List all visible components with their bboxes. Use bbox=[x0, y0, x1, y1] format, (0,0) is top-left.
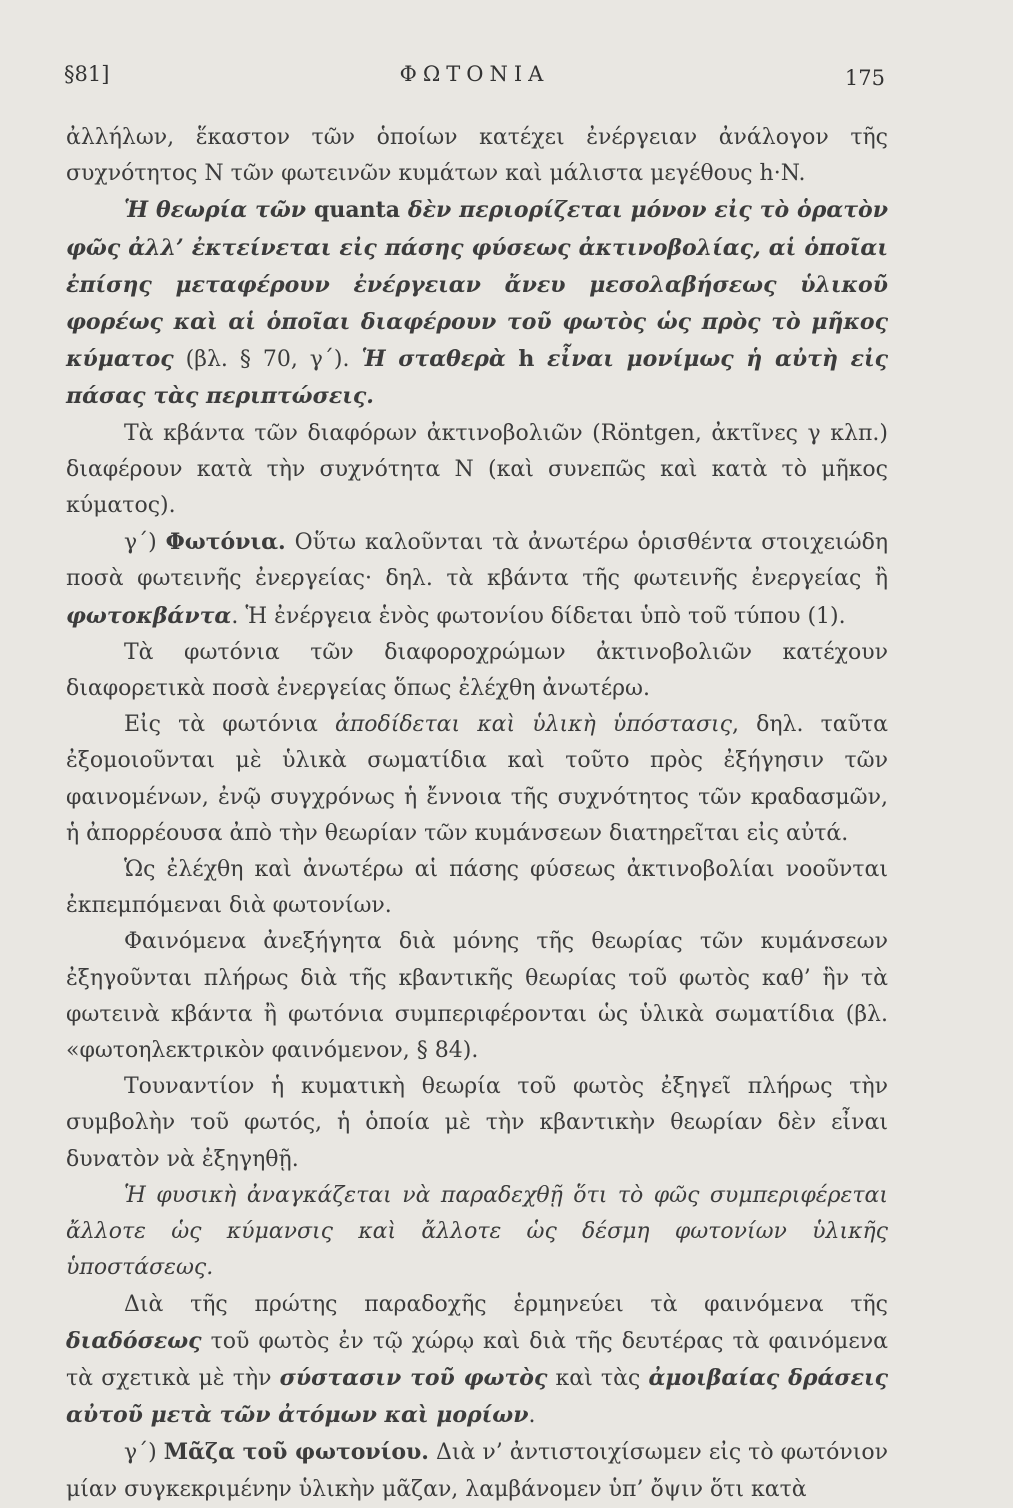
section-heading-photon-mass: Μᾶζα τοῦ φωτονίου. bbox=[163, 1439, 429, 1466]
paragraph-8: Φαινόμενα ἀνεξήγητα διὰ μόνης τῆς θεωρίας τῶν κυμάνσεων ἐξηγοῦνται πλήρως διὰ τῆς κβαντικῆς θεωρίας τοῦ φωτὸς καθ’ ἣν τὰ φωτεινὰ κβάντα ἢ φωτόνια συμπεριφέρονται ὡς ὑλικὰ σωματίδια (βλ. «φωτοηλεκτρικὸν φαινόμενον, § 84). bbox=[66, 929, 888, 1064]
running-title: ΦΩΤΟΝΙΑ bbox=[399, 62, 550, 86]
paragraph-9: Τουναντίον ἡ κυματικὴ θεωρία τοῦ φωτὸς ἐξηγεῖ πλήρως τὴν συμβολὴν τοῦ φωτός, ἡ ὁποία μὲ τὴν κβαντικὴν θεωρίαν δὲν εἶναι δυνατὸν νὰ ἐξηγηθῇ. bbox=[66, 1074, 888, 1172]
paragraph-3: Τὰ κβάντα τῶν διαφόρων ἀκτινοβολιῶν (Röntgen, ἀκτῖνες γ κλπ.) διαφέρουν κατὰ τὴν συχνότητα Ν (καὶ συνεπῶς καὶ κατὰ τὸ μῆκος κύματος). bbox=[66, 420, 888, 519]
running-header bbox=[64, 62, 885, 96]
paragraph-10: Ἡ φυσικὴ ἀναγκάζεται νὰ παραδεχθῇ ὅτι τὸ φῶς συμπεριφέρεται ἄλλοτε ὡς κύμανσις καὶ ἄλλοτε ὡς δέσμη φωτονίων ὑλικῆς ὑποστάσεως. bbox=[66, 1182, 888, 1281]
page-number: 175 bbox=[844, 66, 885, 90]
paragraph-4: γ΄) Φωτόνια. Οὕτω καλοῦνται τὰ ἀνωτέρω ὁρισθέντα στοιχειώδη ποσὰ φωτεινῆς ἐνεργείας· δηλ. τὰ κβάντα τῆς φωτεινῆς ἐνεργείας ἢ φωτοκβάντα. Ἡ ἐνέργεια ἑνὸς φωτονίου δίδεται ὑπὸ τοῦ τύπου (1). bbox=[66, 529, 888, 629]
paragraph-5: Τὰ φωτόνια τῶν διαφοροχρώμων ἀκτινοβολιῶν κατέχουν διαφορετικὰ ποσὰ ἐνεργείας ὅπως ἐλέχθη ἀνωτέρω. bbox=[66, 639, 888, 702]
paragraph-7: Ὡς ἐλέχθη καὶ ἀνωτέρω αἱ πάσης φύσεως ἀκτινοβολίαι νοοῦνται ἐκπεμπόμεναι διὰ φωτονίων. bbox=[66, 857, 888, 919]
paragraph-6: Εἰς τὰ φωτόνια ἀποδίδεται καὶ ὑλικὴ ὑπόστασις, δηλ. ταῦτα ἐξομοιοῦνται μὲ ὑλικὰ σωματίδια καὶ τοῦτο πρὸς ἐξήγησιν τῶν φαινομένων, ἐνῷ συγχρόνως ἡ ἔννοια τῆς συχνότητος τῶν κραδασμῶν, ἡ ἀπορρέουσα ἀπὸ τὴν θεωρίαν τῶν κυμάνσεων διατηρεῖται εἰς αὐτά. bbox=[66, 712, 888, 846]
paragraph-1: ἀλλήλων, ἕκαστον τῶν ὁποίων κατέχει ἐνέργειαν ἀνάλογον τῆς συχνότητος Ν τῶν φωτεινῶν κυμάτων καὶ μάλιστα μεγέθους h·N. bbox=[66, 125, 888, 187]
section-heading-photons: Φωτόνια. bbox=[165, 529, 286, 556]
paragraph-11: Διὰ τῆς πρώτης παραδοχῆς ἑρμηνεύει τὰ φαινόμενα τῆς διαδόσεως τοῦ φωτὸς ἐν τῷ χώρῳ καὶ διὰ τῆς δευτέρας τὰ φαινόμενα τὰ σχετικὰ μὲ τὴν σύστασιν τοῦ φωτὸς καὶ τὰς ἀμοιβαίας δράσεις αὐτοῦ μετὰ τῶν ἀτόμων καὶ μορίων. bbox=[66, 1291, 889, 1429]
paragraph-12: γ΄) Μᾶζα τοῦ φωτονίου. Διὰ ν’ ἀντιστοιχίσωμεν εἰς τὸ φωτόνιον μίαν συγκεκριμένην ὑλικὴν μᾶζαν, λαμβάνομεν ὑπ’ ὄψιν ὅτι κατὰ bbox=[66, 1439, 888, 1502]
body-text bbox=[66, 120, 888, 1508]
paragraph-2: Ἡ θεωρία τῶν quanta δὲν περιορίζεται μόνον εἰς τὸ ὁρατὸν φῶς ἀλλ’ ἐκτείνεται εἰς πάσης φύσεως ἀκτινοβολίας, αἱ ὁποῖαι ἐπίσης μεταφέρουν ἐνέργειαν ἄνευ μεσολαβήσεως ὑλικοῦ φορέως καὶ αἱ ὁποῖαι διαφέρουν τοῦ φωτὸς ὡς πρὸς τὸ μῆκος κύματος (βλ. § 70, γ΄). Ἡ σταθερὰ h εἶναι μονίμως ἡ αὐτὴ εἰς πάσας τὰς περιπτώσεις. bbox=[66, 197, 888, 410]
section-reference: §81] bbox=[64, 62, 110, 86]
